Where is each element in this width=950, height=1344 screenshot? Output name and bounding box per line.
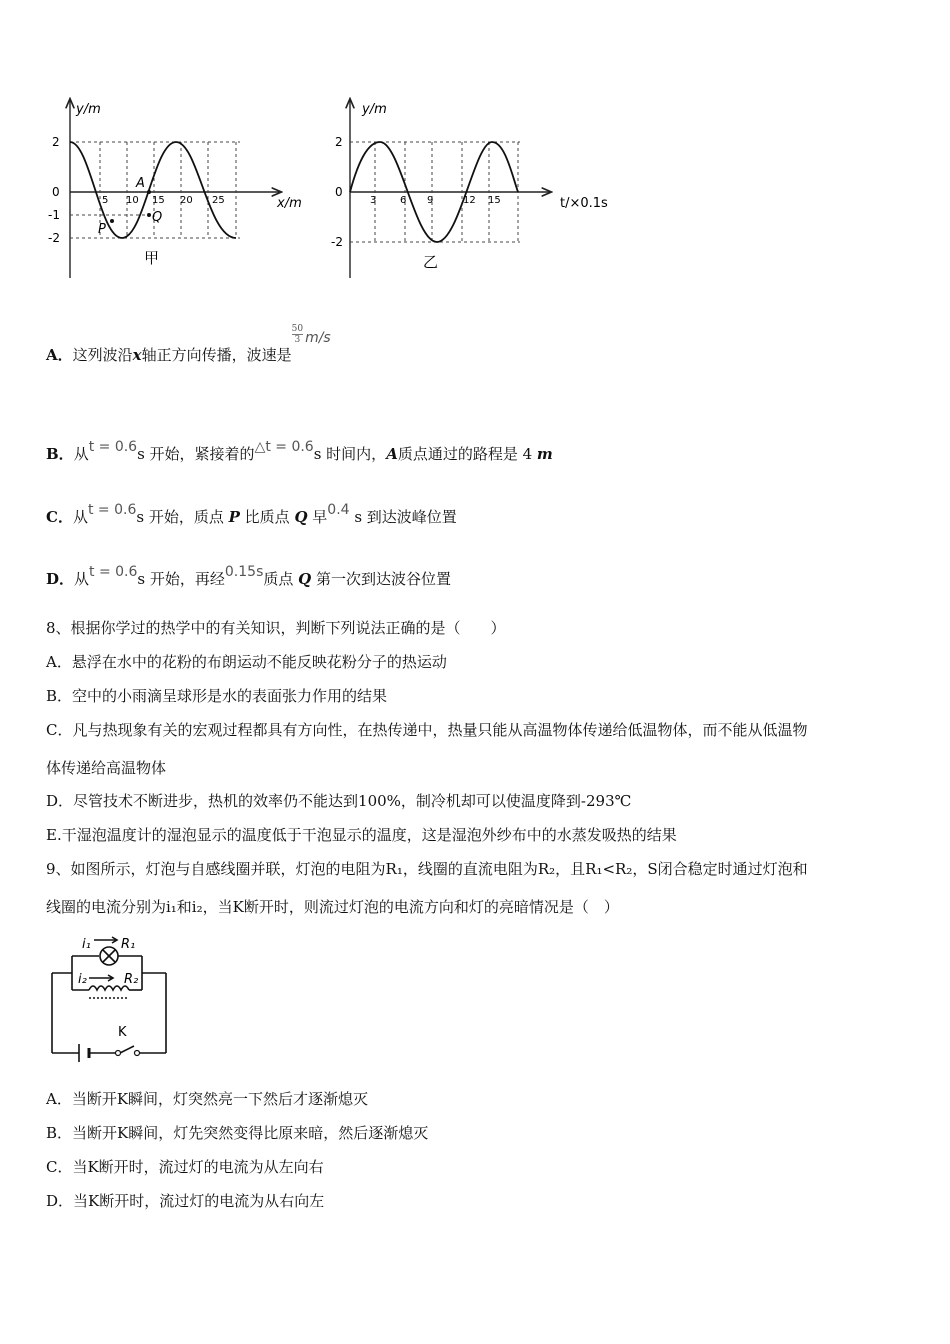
- switch-contact-right: [135, 1051, 140, 1056]
- wave-graph-jia: [40, 95, 315, 285]
- q8-option-a: A．悬浮在水中的花粉的布朗运动不能反映花粉分子的热运动: [46, 653, 447, 671]
- switch-contact-left: [116, 1051, 121, 1056]
- speed-fraction: $\frac{50}{3}$: [291, 324, 304, 345]
- point-p: [110, 219, 114, 223]
- q7-option-b: B．从t = 0.6s 开始，紧接着的△t = 0.6s 时间内，A质点通过的路程是 4 m: [46, 439, 553, 463]
- q9-option-c: C．当K断开时，流过灯的电流为从左向右: [46, 1158, 324, 1176]
- q9-option-b: B．当断开K瞬间，灯先突然变得比原来暗，然后逐渐熄灭: [46, 1124, 429, 1142]
- y-tick-2: 2: [52, 135, 60, 149]
- x-tick-5: 5: [102, 195, 109, 206]
- q8-option-c-line2: 体传递给高温物体: [46, 759, 167, 777]
- point-q: [147, 213, 151, 217]
- y-tick-0: 0: [52, 185, 60, 199]
- point-a-label: A: [136, 176, 145, 191]
- q8-option-c-line1: C．凡与热现象有关的宏观过程都具有方向性，在热传递中，热量只能从高温物体传递给低温物体，而不能从低温物: [46, 721, 808, 739]
- x-axis-label-yi: t/×0.1s: [560, 196, 608, 211]
- circuit-diagram: [44, 928, 179, 1070]
- q7-option-d: D．从t = 0.6s 开始，再经0.15s质点 Q 第一次到达波谷位置: [46, 564, 451, 588]
- label-i2: i₂: [78, 972, 87, 987]
- caption-jia: 甲: [144, 249, 160, 267]
- point-a: [147, 190, 151, 194]
- x-tick-15: 15: [152, 195, 165, 206]
- t-tick-3: 3: [370, 195, 377, 206]
- t-tick-6: 6: [400, 195, 407, 206]
- q8-option-b: B．空中的小雨滴呈球形是水的表面张力作用的结果: [46, 687, 388, 705]
- q7-option-a: A．这列波沿x轴正方向传播，波速是 $\frac{50}{3}$ m/s: [46, 324, 331, 364]
- x-tick-10: 10: [126, 195, 139, 206]
- q8-option-e: E.干湿泡温度计的湿泡显示的温度低于干泡显示的温度，这是湿泡外纱布中的水蒸发吸热的结果: [46, 826, 677, 844]
- t-tick-15: 15: [488, 195, 501, 206]
- x-tick-25: 25: [212, 195, 225, 206]
- x-tick-20: 20: [180, 195, 193, 206]
- q9-stem-line1: 9、如图所示，灯泡与自感线圈并联，灯泡的电阻为R₁，线圈的直流电阻为R₂，且R₁<R₂，S闭合稳定时通过灯泡和: [46, 860, 808, 878]
- t-tick-9: 9: [427, 195, 434, 206]
- y-axis-label-yi: y/m: [362, 102, 387, 117]
- y-axis-label-jia: y/m: [76, 102, 101, 117]
- q8-option-d: D．尽管技术不断进步，热机的效率仍不能达到100%，制冷机却可以使温度降到-293℃: [46, 792, 632, 810]
- point-p-label: P: [98, 222, 106, 237]
- y-tick-neg2-yi: -2: [331, 235, 343, 249]
- q9-option-a: A．当断开K瞬间，灯突然亮一下然后才逐渐熄灭: [46, 1090, 369, 1108]
- label-r1: R₁: [121, 937, 136, 952]
- y-tick-2-yi: 2: [335, 135, 343, 149]
- q8-stem: 8、根据你学过的热学中的有关知识，判断下列说法正确的是（ ）: [46, 619, 506, 637]
- y-tick-neg2: -2: [48, 231, 60, 245]
- q9-stem-line2: 线圈的电流分别为i₁和i₂，当K断开时，则流过灯泡的电流方向和灯的亮暗情况是（ ）: [46, 898, 619, 916]
- y-tick-0-yi: 0: [335, 185, 343, 199]
- label-i1: i₁: [82, 937, 91, 952]
- q9-option-d: D．当K断开时，流过灯的电流为从右向左: [46, 1192, 325, 1210]
- label-r2: R₂: [124, 972, 139, 987]
- q7-option-c: C．从t = 0.6s 开始，质点 P 比质点 Q 早0.4 s 到达波峰位置: [46, 502, 457, 526]
- caption-yi: 乙: [423, 253, 439, 271]
- point-q-label: Q: [152, 210, 163, 225]
- x-axis-label-jia: x/m: [277, 196, 302, 211]
- t-tick-12: 12: [463, 195, 476, 206]
- y-tick-neg1: -1: [48, 208, 60, 222]
- label-k: K: [118, 1025, 127, 1040]
- vibration-graph-yi: [325, 95, 625, 285]
